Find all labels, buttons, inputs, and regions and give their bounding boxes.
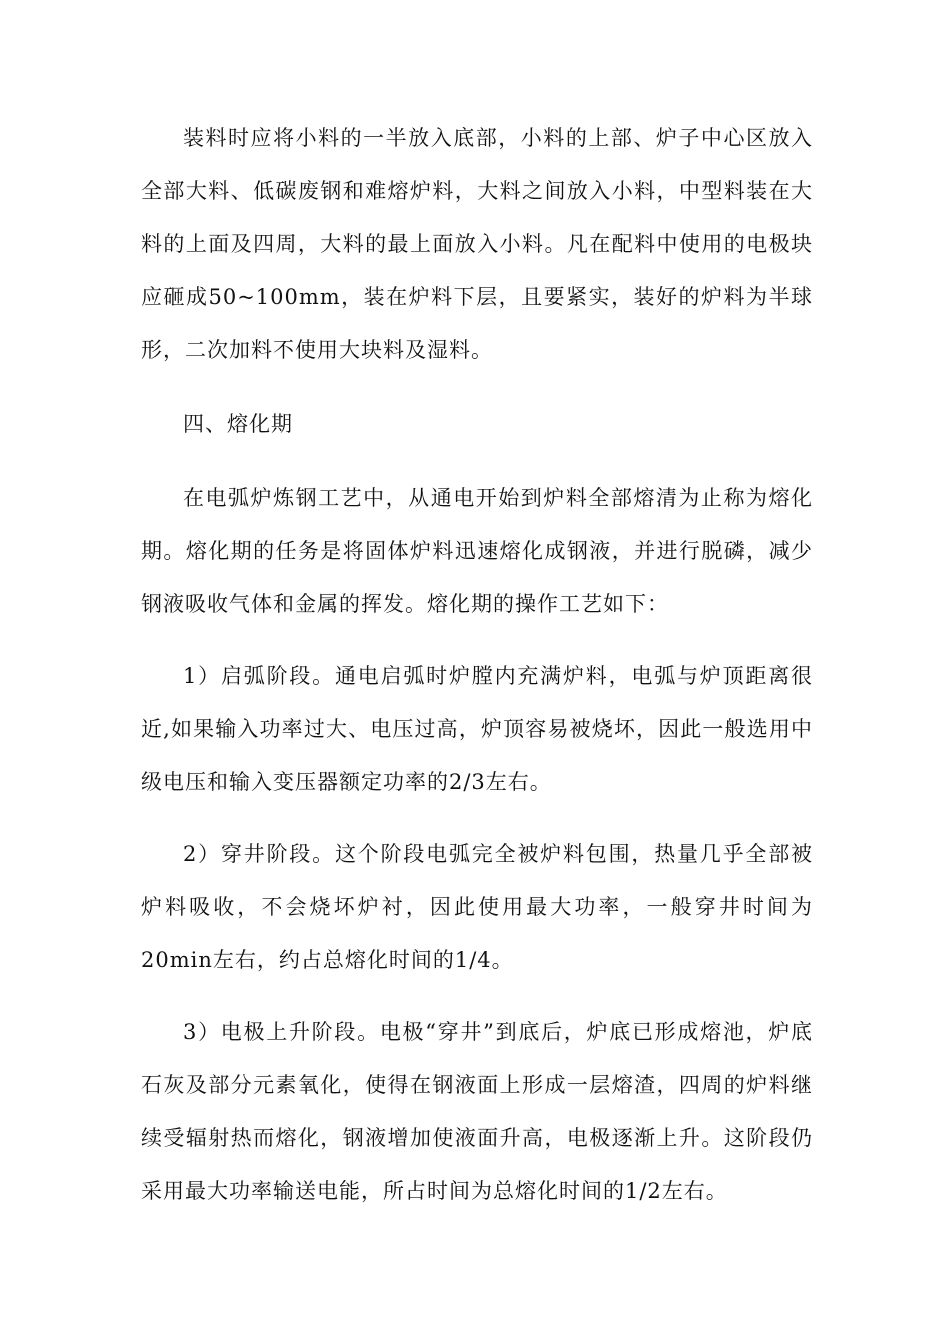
paragraph-arc-start-stage: 1）启弧阶段。通电启弧时炉膛内充满炉料，电弧与炉顶距离很近,如果输入功率过大、电压过高，炉顶容易被烧坏，因此一般选用中级电压和输入变压器额定功率的2/3左右。: [141, 664, 813, 794]
paragraph-electrode-rise-stage: 3）电极上升阶段。电极“穿井”到底后，炉底已形成熔池，炉底石灰及部分元素氧化，使得在钢液面上形成一层熔渣，四周的炉料继续受辐射热而熔化，钢液增加使液面升高，电极逐渐上升。这阶段仍采用最大功率输送电能，所占时间为总熔化时间的1/2左右。: [141, 1020, 813, 1203]
document-body: [141, 112, 813, 1218]
paragraph-bore-stage: 2）穿井阶段。这个阶段电弧完全被炉料包围，热量几乎全部被炉料吸收，不会烧坏炉衬，因此使用最大功率，一般穿井时间为20min左右，约占总熔化时间的1/4。: [141, 842, 813, 972]
section-heading-melting-period: 四、熔化期: [183, 412, 293, 436]
paragraph-melting-intro: 在电弧炉炼钢工艺中，从通电开始到炉料全部熔清为止称为熔化期。熔化期的任务是将固体炉料迅速熔化成钢液，并进行脱磷，减少钢液吸收气体和金属的挥发。熔化期的操作工艺如下：: [141, 486, 813, 616]
paragraph-charging: 装料时应将小料的一半放入底部，小料的上部、炉子中心区放入全部大料、低碳废钢和难熔炉料，大料之间放入小料，中型料装在大料的上面及四周，大料的最上面放入小料。凡在配料中使用的电极块应砸成50~100mm，装在炉料下层，且要紧实，装好的炉料为半球形，二次加料不使用大块料及湿料。: [141, 126, 813, 362]
